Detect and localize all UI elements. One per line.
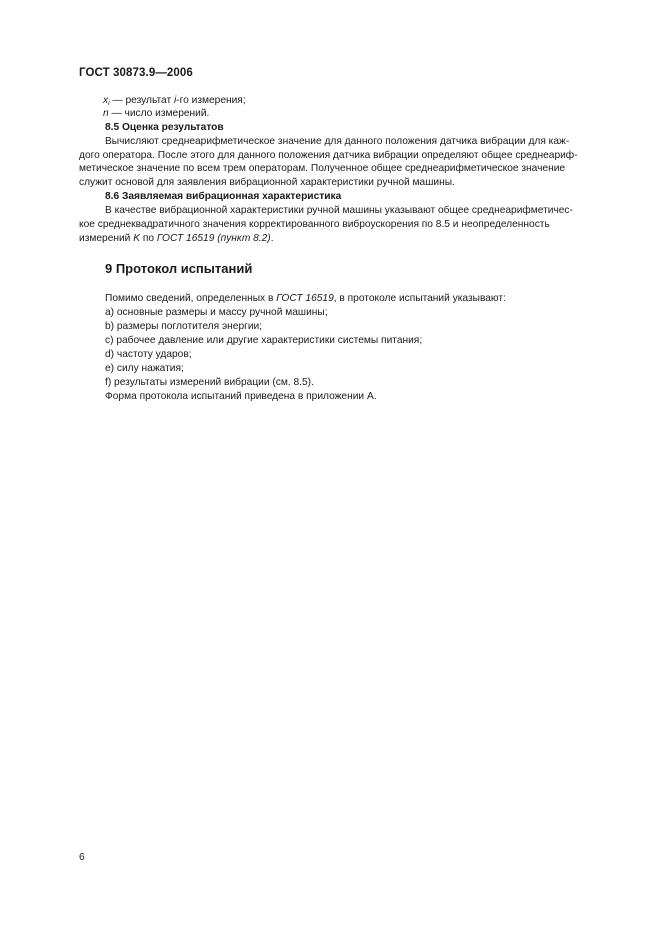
- list-item-b: b) размеры поглотителя энергии;: [105, 321, 263, 332]
- s86-l3-b: по: [140, 233, 157, 244]
- symbol-i: i: [173, 95, 177, 106]
- s85-line-3: метическое значение по всем трем операторам. Полученное общее среднеарифметическое значение: [79, 163, 566, 174]
- legend-n: [103, 108, 209, 120]
- s9-closing: Форма протокола испытаний приведена в приложении А.: [105, 391, 377, 402]
- legend-n-rest: — число измерений.: [108, 108, 210, 119]
- list-item-d: d) частоту ударов;: [105, 349, 192, 360]
- legend-x-rest: -го измерения;: [176, 95, 246, 106]
- s86-line-1: В качестве вибрационной характеристики ручной машины указывают общее среднеарифметичес-: [105, 205, 573, 216]
- s85-line-1: Вычисляют среднеарифметическое значение для данного положения датчика вибрации для каж-: [105, 136, 570, 147]
- s85-line-2: дого оператора. После этого для данного положения датчика вибрации определяют общее среднеариф-: [79, 150, 578, 161]
- legend-x-dash: — результат: [109, 95, 174, 106]
- gost-reference: ГОСТ 16519: [276, 293, 334, 304]
- s86-l3-c: .: [270, 233, 274, 244]
- subscript-i: i: [108, 100, 110, 107]
- s86-l3-a: измерений: [79, 233, 134, 244]
- symbol-x: x: [103, 95, 109, 106]
- page-number: 6: [79, 852, 85, 863]
- s9-intro-a: Помимо сведений, определенных в: [105, 293, 277, 304]
- document-header: ГОСТ 30873.9—2006: [79, 67, 193, 79]
- gost-reference: ГОСТ 16519 (пункт 8.2): [156, 233, 271, 244]
- s86-line-2: кое среднеквадратичного значения корректированного виброускорения по 8.5 и неопределенность: [79, 219, 550, 230]
- symbol-n: n: [103, 108, 109, 119]
- list-item-f: f) результаты измерений вибрации (см. 8.5).: [105, 377, 314, 388]
- section-9-title: 9 Протокол испытаний: [105, 261, 253, 276]
- list-item-e: e) силу нажатия;: [105, 363, 184, 374]
- section-8-5-title: 8.5 Оценка результатов: [105, 122, 224, 133]
- section-8-6-title: 8.6 Заявляемая вибрационная характеристика: [105, 191, 342, 202]
- s85-line-4: служит основой для заявления вибрационной характеристики ручной машины.: [79, 177, 455, 188]
- s9-intro: [105, 293, 506, 305]
- list-item-c: c) рабочее давление или другие характеристики системы питания;: [105, 335, 423, 346]
- symbol-k: K: [133, 233, 140, 244]
- s86-line-3: [79, 233, 274, 245]
- s9-intro-b: , в протоколе испытаний указывают:: [333, 293, 506, 304]
- list-item-a: a) основные размеры и массу ручной машины;: [105, 307, 328, 318]
